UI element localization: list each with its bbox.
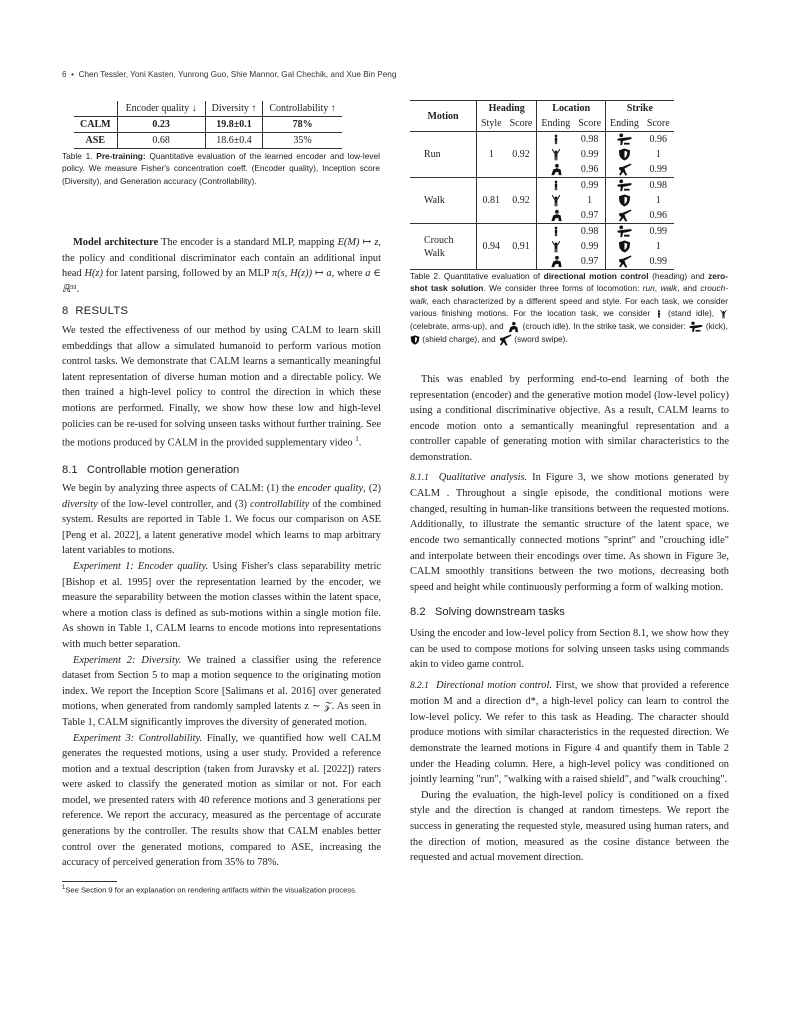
t2-strike-ending <box>606 193 643 208</box>
t2-location-score: 0.98 <box>574 132 605 148</box>
footnote <box>62 885 392 895</box>
section-number: 8.1 <box>62 464 78 476</box>
t2-sub: Score <box>646 118 670 129</box>
paragraph: This was enabled by performing end-to-end learning of both the representation (encoder) and the generative motion model (low-level policy) using a conditional discriminative objective. As a result, CALM learns to encode motion onto a semantically meaningful representation and a controller capable of generating motion with similar characteristics to the demonstration. <box>410 374 729 463</box>
text: Finally, we quantified how well CALM generates the requested motions, using a user study. Provided a reference motion and a textual description (taken from Juravsky et al. [2022]) raters were asked to classify the generated motion as similar or not. For each model, we presented raters with 40 reference motions and 3 generations per reference. We report the accuracy, measured as the percentage of accurate generations by the controller. The results show that CALM enables better control over the generated motions, compared to ASE, increasing the accuracy of perceived generation from 35% to 78%. <box>62 732 382 869</box>
celebrate-icon <box>550 194 562 207</box>
footnote-text: See Section 9 for an explanation on rendering artifacts within the visualization process. <box>65 885 358 895</box>
celebrate-icon <box>550 240 562 253</box>
experiment-title: Experiment 3: Controllability. <box>73 732 203 744</box>
model-architecture-paragraph <box>62 235 381 297</box>
shield-icon <box>618 194 631 207</box>
t2-style: 0.81 <box>482 195 501 206</box>
section-8-body <box>62 323 381 451</box>
text: (celebrate, arms-up), and <box>410 321 507 332</box>
right-column <box>410 372 729 866</box>
bold: zero-shot task solution <box>410 271 728 294</box>
t2-strike-score: 1 <box>655 241 661 252</box>
table-2 <box>410 100 674 270</box>
t2-sub: Ending <box>610 118 639 129</box>
t2-body <box>410 132 674 270</box>
bold: directional motion control <box>543 271 649 281</box>
crouch-idle-icon <box>506 321 520 333</box>
stand-idle-icon <box>551 225 561 238</box>
text: (kick), <box>703 321 728 332</box>
section-8-1-body <box>62 481 381 871</box>
text: (crouch idle). In the strike task, we consider: <box>520 321 689 332</box>
stand-idle-icon <box>551 179 561 192</box>
text: , (2) <box>363 483 381 494</box>
text: , where <box>331 268 366 280</box>
emph: diversity <box>62 498 98 510</box>
t1-cell: 0.23 <box>117 117 205 133</box>
crouch-idle-icon <box>548 255 564 268</box>
t2-location-score: 0.99 <box>574 239 605 254</box>
text: . <box>76 283 80 295</box>
shield-icon <box>410 334 420 346</box>
kick-icon <box>614 179 634 192</box>
subsubsection-8-2-1 <box>410 678 729 788</box>
text: We begin by analyzing three aspects of CALM: (1) the <box>62 483 298 494</box>
section-8-1 <box>62 464 381 871</box>
t2-sub: Score <box>506 116 537 132</box>
t2-sub: Ending <box>541 118 571 129</box>
math: H(z) <box>84 268 103 280</box>
t2-strike-ending <box>606 147 643 162</box>
section-number: 8.2.1 <box>410 680 429 691</box>
t2-location-ending <box>537 254 574 270</box>
subsection-heading <box>62 464 381 476</box>
t2-location-score: 0.97 <box>574 208 605 224</box>
math: E(M) ↦ z <box>337 237 379 248</box>
section-8 <box>62 305 381 451</box>
running-header <box>62 70 396 79</box>
emph: run <box>642 283 655 294</box>
t2-strike-ending <box>606 178 643 194</box>
text: . We consider three forms of locomotion: <box>483 283 643 294</box>
footnote-mark: 1 <box>355 435 359 444</box>
experiment-title: Experiment 1: Encoder quality. <box>73 560 209 572</box>
t1-row-name: CALM <box>74 117 117 133</box>
caption-label: Table 2. <box>410 271 441 281</box>
text: We trained a classifier using the reference dataset from Section 5 to map a motion sequence to the originating motion index. We report the Inception Score [Salimans et al. 2016] over generated motions, when generated from randomly sampled latents z ∼ 𝒵. As seen in Table 1, CALM significantly improves the diversity of generated motion. <box>62 654 381 728</box>
caption-label: Table 1. <box>62 151 93 161</box>
t2-strike-ending <box>606 208 643 224</box>
section-number: 8.1.1 <box>410 472 429 483</box>
t2-row <box>410 132 674 148</box>
kick-icon <box>614 225 634 238</box>
caption-bold: Pre-training: <box>96 151 146 161</box>
t2-heading-score: 0.91 <box>506 224 537 270</box>
celebrate-icon <box>550 148 562 161</box>
table-1-caption <box>62 150 380 187</box>
t2-location-ending <box>537 208 574 224</box>
text: First, we show that provided a reference motion M and a direction d*, a high-level policy can learn to control the low-level policy. We refer to this task as Heading. The character should produce motions with similar characteristics in the requested direction. We demonstrate the learned motions in Figure 4 and quantify them in Table 2 under the Heading column. Here, a high-level policy was conditioned on jointly learning "run", "walking with a raised shield", and "walk crouching". <box>410 679 730 786</box>
shield-icon <box>618 148 631 161</box>
paragraph: Using the encoder and low-level policy from Section 8.1, we show how they can be used to compose motions for solving unseen tasks using commands akin to video game control. <box>410 627 729 671</box>
section-title: Qualitative analysis. <box>438 471 528 483</box>
stand-idle-icon <box>551 133 561 146</box>
t2-style: 1 <box>488 149 494 160</box>
t2-motion: Run <box>410 132 477 178</box>
footnote-mark: 1 <box>62 885 66 891</box>
t2-location-ending <box>537 239 574 254</box>
t2-location-score: 1 <box>574 193 605 208</box>
text: The encoder is a standard MLP, mapping <box>161 237 335 248</box>
t2-strike-score: 0.96 <box>649 210 668 221</box>
t2-strike-score: 0.99 <box>649 226 668 237</box>
t2-location-ending <box>537 147 574 162</box>
t2-strike-score: 1 <box>655 149 661 160</box>
t2-strike-score: 0.96 <box>649 134 668 145</box>
header-authors: Chen Tessler, Yoni Kasten, Yunrong Guo, Shie Mannor, Gal Chechik, and Xue Bin Peng <box>78 70 397 79</box>
section-title: Controllable motion generation <box>86 464 240 476</box>
t2-header-heading: Heading <box>477 101 537 117</box>
t2-strike-ending <box>606 224 643 240</box>
t2-strike-score: 0.99 <box>649 256 668 267</box>
emph: encoder quality <box>297 483 364 494</box>
text: , the policy and conditional discriminator each contain an additional input head <box>62 237 381 280</box>
sword-icon <box>498 334 512 346</box>
t2-sub: Score <box>574 116 605 132</box>
t2-location-score: 0.97 <box>574 254 605 270</box>
t1-cell: 78% <box>292 119 313 130</box>
math: a ∈ ℝ³¹ <box>62 268 381 295</box>
t1-cell: 18.6±0.4 <box>205 133 263 149</box>
t1-header-diversity: Diversity ↑ <box>205 101 263 117</box>
caption-text: Quantitative evaluation of the learned encoder and low-level policy. We measure Fisher's concentration coeff. (Encoder quality), Inception score (Diversity), and Generation accuracy (Controllability). <box>62 151 380 186</box>
t1-cell: 35% <box>293 135 312 146</box>
t2-strike-score: 0.98 <box>649 180 668 191</box>
section-title: RESULTS <box>75 305 129 317</box>
text: (shield charge), and <box>420 333 498 344</box>
stand-idle-icon <box>655 308 663 320</box>
t2-strike-score: 0.99 <box>649 164 668 175</box>
t2-strike-ending <box>606 254 643 270</box>
sword-icon <box>616 209 633 222</box>
t1-header-control: Controllability ↑ <box>269 103 336 114</box>
experiment-title: Experiment 2: Diversity. <box>73 654 182 666</box>
t2-motion: Walk <box>410 178 477 224</box>
emph: crouch-walk <box>410 283 728 306</box>
t1-cell: 19.8±0.1 <box>205 117 263 133</box>
t2-location-score: 0.99 <box>574 178 605 194</box>
t2-location-score: 0.99 <box>574 147 605 162</box>
header-bullet: • <box>71 70 74 79</box>
text: Using Fisher's class separability metric [Bishop et al. 1995] over the representation learned by the encoder, we measure the separability between the motion classes within the latent space, where a motion class is defined as sub-motions within a single motion file. As shown in Table 1, CALM learns to encode motions into representations with much better separation. <box>62 560 381 650</box>
table-2-caption <box>410 270 728 346</box>
subsubsection-8-1-1 <box>410 470 729 596</box>
t2-header-motion: Motion <box>410 101 477 132</box>
t2-heading-score: 0.92 <box>506 132 537 178</box>
text: of the combined system. Results are reported in Table 1. We focus our comparison on ASE [Peng et al. 2022], a latent generative model which learns to map arbitrary latent variables to motions. <box>62 498 381 557</box>
subsection-heading <box>410 605 729 621</box>
t2-style: 0.94 <box>482 241 501 252</box>
t2-row <box>410 224 674 240</box>
emph: walk <box>660 283 678 294</box>
t2-row <box>410 178 674 194</box>
t2-location-ending <box>537 132 574 148</box>
celebrate-icon <box>719 308 728 320</box>
text: Quantitative evaluation of <box>443 271 544 281</box>
section-number: 8 <box>62 305 69 317</box>
text: In Figure 3, we show motions generated by CALM . Throughout a single episode, the conditional motions were changed, resulting in human-like transitions between the requested motions. Additionally, to illustrate the semantic structure of the latent space, we encode two semantically connected motions "sprint" and "crouching idle" and interpolate between their encodings over time. As shown in Figure 3e, CALM smoothly transitions between the two motions, decreasing both speed and height while continuously performing a form of walking motion. <box>410 471 729 593</box>
text: , each characterized by a different speed and style. For each task, we consider various finishing motions. For the location task, we consider <box>410 295 728 319</box>
t2-strike-ending <box>606 132 643 148</box>
t2-strike-ending <box>606 239 643 254</box>
t2-header-strike: Strike <box>626 103 653 114</box>
t1-row-name: ASE <box>74 133 117 149</box>
emph: controllability <box>250 498 310 510</box>
page-number: 6 <box>62 70 67 79</box>
t2-heading-score: 0.92 <box>506 178 537 224</box>
t2-motion: Crouch Walk <box>410 224 477 270</box>
t2-sub: Style <box>481 118 502 129</box>
section-title: Directional motion control. <box>436 679 552 691</box>
t2-location-ending <box>537 178 574 194</box>
table-1 <box>74 101 342 149</box>
text: . <box>358 437 362 449</box>
text: , <box>654 283 661 294</box>
t2-location-ending <box>537 224 574 240</box>
crouch-idle-icon <box>548 209 564 222</box>
sword-icon <box>616 163 633 176</box>
text: of the low-level controller, and (3) <box>97 498 251 510</box>
shield-icon <box>618 240 631 253</box>
text: , and <box>677 283 701 294</box>
math: π(s, H(z)) ↦ a <box>272 268 332 280</box>
section-number: 8.2 <box>410 606 426 619</box>
t2-location-score: 0.98 <box>574 224 605 240</box>
t2-header-location: Location <box>537 101 606 117</box>
t2-location-ending <box>537 193 574 208</box>
t2-strike-score: 1 <box>655 195 661 206</box>
footnote-rule <box>62 881 117 882</box>
text: We tested the effectiveness of our method by using CALM to learn skill embeddings that allow a simulated humanoid to perform various motion control tasks. We demonstrate that CALM learns a semantically meaningful latent representation of diverse human motion and a directable policy. We then trained a high-level policy to control the direction in which these motions are performed. Finally, we show how these low and high-level policies can be re-used for solving unseen tasks without further training. See the motions produced by CALM in the provided supplementary video <box>62 325 381 449</box>
sword-icon <box>616 255 633 268</box>
t1-cell: 0.68 <box>117 133 205 149</box>
text: (sword swipe). <box>511 333 568 344</box>
paragraph-title: Model architecture <box>73 237 159 248</box>
text: (heading) and <box>648 271 709 281</box>
section-heading <box>62 305 381 317</box>
crouch-idle-icon <box>548 163 564 176</box>
paragraph: During the evaluation, the high-level policy is conditioned on a fixed style and the direction is changed at random timesteps. We report the success in generating the requested style, measured using human raters, and the direction of motion, measured as the cosine distance between the requested and actual movement direction. <box>410 789 729 864</box>
t2-strike-ending <box>606 162 643 178</box>
section-title: Solving downstream tasks <box>434 606 565 619</box>
t2-location-ending <box>537 162 574 178</box>
t2-location-score: 0.96 <box>574 162 605 178</box>
text: for latent parsing, followed by an MLP <box>102 268 273 280</box>
t1-header-encoder: Encoder quality ↓ <box>117 101 205 117</box>
text: (stand idle), <box>663 308 719 319</box>
kick-icon <box>614 133 634 146</box>
kick-icon <box>688 321 703 333</box>
